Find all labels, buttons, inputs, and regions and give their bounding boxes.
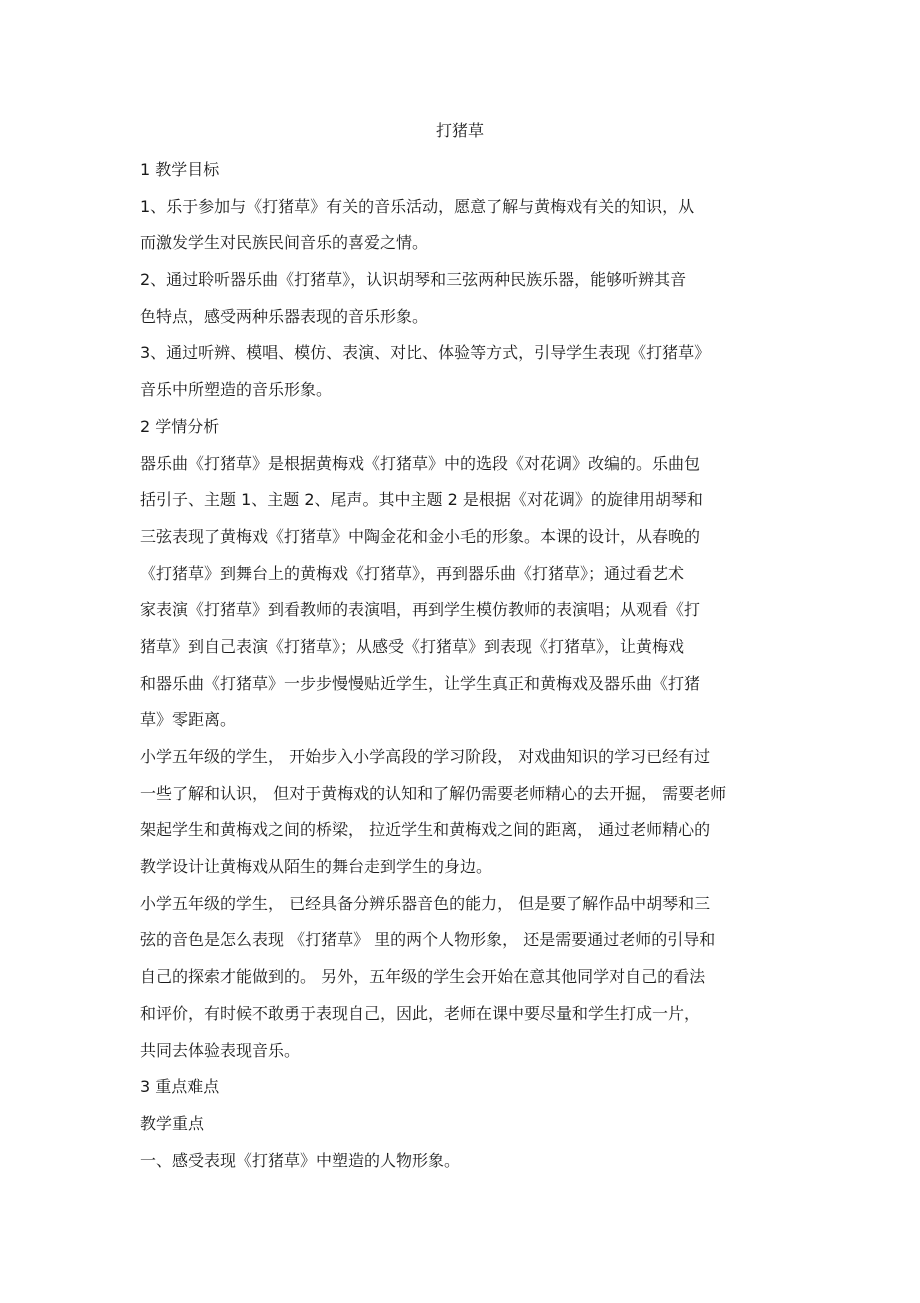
paragraph-line: 教学设计让黄梅戏从陌生的舞台走到学生的身边。 xyxy=(140,857,493,877)
paragraph-line: 一些了解和认识， 但对于黄梅戏的认知和了解仍需要老师精心的去开掘， 需要老师 xyxy=(140,783,727,803)
paragraph-line: 而激发学生对民族民间音乐的喜爱之情。 xyxy=(140,233,429,253)
paragraph-line: 三弦表现了黄梅戏《打猪草》中陶金花和金小毛的形象。本课的设计，从春晚的 xyxy=(140,526,701,546)
paragraph-line: 和器乐曲《打猪草》一步步慢慢贴近学生，让学生真正和黄梅戏及器乐曲《打猪 xyxy=(140,673,701,693)
paragraph-line: 草》零距离。 xyxy=(140,710,237,730)
section-heading: 3 重点难点 xyxy=(140,1077,220,1097)
paragraph-line: 弦的音色是怎么表现 《打猪草》 里的两个人物形象， 还是需要通过老师的引导和 xyxy=(140,930,716,950)
paragraph-line: 小学五年级的学生， 开始步入小学高段的学习阶段， 对戏曲知识的学习已经有过 xyxy=(140,747,711,766)
document-body xyxy=(140,155,790,1182)
section-heading: 2 学情分析 xyxy=(140,416,220,436)
paragraph-line: 音乐中所塑造的音乐形象。 xyxy=(140,380,333,400)
paragraph-line: 1、乐于参加与《打猪草》有关的音乐活动，愿意了解与黄梅戏有关的知识，从 xyxy=(140,196,695,216)
paragraph-line: 《打猪草》到舞台上的黄梅戏《打猪草》，再到器乐曲《打猪草》；通过看艺术 xyxy=(140,563,685,583)
paragraph-line: 和评价，有时候不敢勇于表现自己，因此，老师在课中要尽量和学生打成一片， xyxy=(140,1003,701,1023)
paragraph-line: 小学五年级的学生， 已经具备分辨乐器音色的能力， 但是要了解作品中胡琴和三 xyxy=(140,893,711,913)
paragraph-line: 自己的探索才能做到的。 另外，五年级的学生会开始在意其他同学对自己的看法 xyxy=(140,967,706,987)
paragraph-line: 器乐曲《打猪草》是根据黄梅戏《打猪草》中的选段《对花调》改编的。乐曲包 xyxy=(140,453,701,473)
paragraph-line: 一、感受表现《打猪草》中塑造的人物形象。 xyxy=(140,1150,461,1170)
paragraph-line: 架起学生和黄梅戏之间的桥梁， 拉近学生和黄梅戏之间的距离， 通过老师精心的 xyxy=(140,820,711,840)
paragraph-line: 3、通过听辨、模唱、模仿、表演、对比、体验等方式，引导学生表现《打猪草》 xyxy=(140,343,711,363)
paragraph-line: 共同去体验表现音乐。 xyxy=(140,1040,301,1060)
section-heading: 1 教学目标 xyxy=(140,160,220,179)
paragraph-line: 色特点，感受两种乐器表现的音乐形象。 xyxy=(140,306,429,326)
paragraph-line: 猪草》到自己表演《打猪草》；从感受《打猪草》到表现《打猪草》，让黄梅戏 xyxy=(140,636,685,656)
paragraph-line: 2、通过聆听器乐曲《打猪草》，认识胡琴和三弦两种民族乐器，能够听辨其音 xyxy=(140,270,687,290)
paragraph-line: 家表演《打猪草》到看教师的表演唱，再到学生模仿教师的表演唱；从观看《打 xyxy=(140,600,701,620)
paragraph-line: 括引子、主题 1、主题 2、尾声。其中主题 2 是根据《对花调》的旋律用胡琴和 xyxy=(140,490,703,510)
subheading: 教学重点 xyxy=(140,1113,205,1133)
document-title: 打猪草 xyxy=(435,121,484,140)
